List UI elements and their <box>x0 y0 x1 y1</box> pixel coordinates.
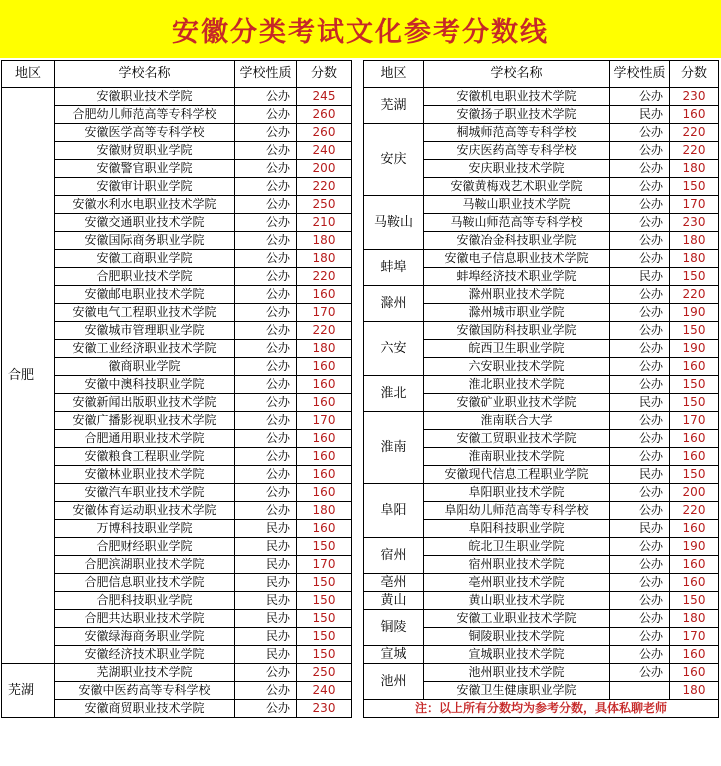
school-name-cell: 安徽工业经济职业技术学院 <box>55 340 235 358</box>
header-score: 分数 <box>297 61 352 88</box>
region-cell: 黄山 <box>364 592 424 610</box>
school-name-cell: 阜阳科技职业学院 <box>424 520 610 538</box>
school-name-cell: 安徽工商职业学院 <box>55 250 235 268</box>
school-name-cell: 安徽现代信息工程职业学院 <box>424 466 610 484</box>
page-title: 安徽分类考试文化参考分数线 <box>172 16 549 48</box>
score-cell: 240 <box>297 682 352 700</box>
school-name-cell: 安徽医学高等专科学校 <box>55 124 235 142</box>
table-row <box>2 502 352 520</box>
school-type-cell: 民办 <box>610 520 670 538</box>
school-name-cell: 安庆医药高等专科学校 <box>424 142 610 160</box>
region-cell: 芜湖 <box>2 664 55 718</box>
score-cell: 150 <box>670 376 719 394</box>
school-name-cell: 桐城师范高等专科学校 <box>424 124 610 142</box>
region-cell: 宿州 <box>364 538 424 574</box>
score-cell: 150 <box>297 646 352 664</box>
score-cell: 190 <box>670 538 719 556</box>
score-cell: 160 <box>297 394 352 412</box>
school-name-cell: 阜阳职业技术学院 <box>424 484 610 502</box>
region-cell: 亳州 <box>364 574 424 592</box>
school-type-cell: 公办 <box>610 250 670 268</box>
school-name-cell: 安徽粮食工程职业学院 <box>55 448 235 466</box>
school-name-cell: 淮南联合大学 <box>424 412 610 430</box>
score-table-left <box>1 60 352 718</box>
table-header-row <box>364 61 719 88</box>
school-type-cell: 公办 <box>235 484 297 502</box>
region-cell: 马鞍山 <box>364 196 424 250</box>
score-cell: 160 <box>297 430 352 448</box>
table-row <box>2 394 352 412</box>
school-type-cell: 公办 <box>235 340 297 358</box>
school-name-cell: 万博科技职业学院 <box>55 520 235 538</box>
school-type-cell: 公办 <box>610 502 670 520</box>
title-banner <box>0 0 721 58</box>
score-cell: 170 <box>670 196 719 214</box>
table-row <box>364 610 719 628</box>
school-name-cell: 安徽中澳科技职业学院 <box>55 376 235 394</box>
table-row <box>2 448 352 466</box>
region-cell: 蚌埠 <box>364 250 424 286</box>
header-type: 学校性质 <box>610 61 670 88</box>
school-type-cell: 民办 <box>235 628 297 646</box>
score-cell: 180 <box>297 340 352 358</box>
score-cell: 220 <box>297 178 352 196</box>
score-cell: 160 <box>297 376 352 394</box>
school-type-cell: 公办 <box>235 142 297 160</box>
score-cell: 150 <box>297 592 352 610</box>
header-school: 学校名称 <box>55 61 235 88</box>
score-cell: 150 <box>297 610 352 628</box>
table-row <box>2 430 352 448</box>
school-type-cell: 公办 <box>610 142 670 160</box>
score-cell: 150 <box>670 268 719 286</box>
table-row <box>2 322 352 340</box>
score-cell: 180 <box>670 232 719 250</box>
school-type-cell: 民办 <box>235 610 297 628</box>
score-cell: 180 <box>670 160 719 178</box>
region-cell: 安庆 <box>364 124 424 196</box>
school-name-cell: 安徽财贸职业学院 <box>55 142 235 160</box>
school-name-cell: 安徽邮电职业技术学院 <box>55 286 235 304</box>
school-name-cell: 安徽职业技术学院 <box>55 88 235 106</box>
footnote: 注：以上所有分数均为参考分数，具体私聊老师 <box>364 700 719 718</box>
header-score: 分数 <box>670 61 719 88</box>
school-name-cell: 安徽商贸职业技术学院 <box>55 700 235 718</box>
school-type-cell: 公办 <box>235 358 297 376</box>
score-cell: 170 <box>297 304 352 322</box>
school-type-cell: 公办 <box>235 250 297 268</box>
score-cell: 220 <box>297 268 352 286</box>
table-row <box>364 574 719 592</box>
score-cell: 180 <box>297 502 352 520</box>
score-cell: 150 <box>297 538 352 556</box>
table-row <box>2 700 352 718</box>
school-type-cell: 公办 <box>610 574 670 592</box>
table-row <box>2 124 352 142</box>
score-cell: 160 <box>670 448 719 466</box>
table-row <box>2 484 352 502</box>
school-type-cell: 公办 <box>235 430 297 448</box>
school-name-cell: 合肥信息职业技术学院 <box>55 574 235 592</box>
school-name-cell: 合肥幼儿师范高等专科学校 <box>55 106 235 124</box>
school-type-cell: 公办 <box>610 664 670 682</box>
school-type-cell: 公办 <box>235 412 297 430</box>
score-cell: 230 <box>670 88 719 106</box>
table-row <box>2 106 352 124</box>
region-cell: 滁州 <box>364 286 424 322</box>
school-name-cell: 马鞍山职业技术学院 <box>424 196 610 214</box>
school-type-cell: 公办 <box>610 592 670 610</box>
school-name-cell: 合肥共达职业技术学院 <box>55 610 235 628</box>
school-type-cell: 公办 <box>235 502 297 520</box>
score-cell: 190 <box>670 304 719 322</box>
table-row <box>364 196 719 214</box>
school-name-cell: 安徽经济技术职业学院 <box>55 646 235 664</box>
table-row <box>2 610 352 628</box>
note-row <box>364 700 719 718</box>
school-type-cell: 公办 <box>235 106 297 124</box>
school-name-cell: 黄山职业技术学院 <box>424 592 610 610</box>
table-row <box>2 628 352 646</box>
table-row <box>2 340 352 358</box>
school-type-cell: 民办 <box>610 268 670 286</box>
school-name-cell: 合肥滨湖职业技术学院 <box>55 556 235 574</box>
header-region: 地区 <box>2 61 55 88</box>
school-type-cell: 公办 <box>610 214 670 232</box>
school-type-cell: 公办 <box>610 484 670 502</box>
school-type-cell: 民办 <box>610 394 670 412</box>
school-type-cell: 公办 <box>610 160 670 178</box>
school-type-cell: 民办 <box>610 466 670 484</box>
school-name-cell: 合肥财经职业学院 <box>55 538 235 556</box>
school-name-cell: 安徽工贸职业技术学院 <box>424 430 610 448</box>
region-cell: 淮北 <box>364 376 424 412</box>
school-name-cell: 安徽水利水电职业技术学院 <box>55 196 235 214</box>
table-row <box>364 124 719 142</box>
score-cell: 180 <box>670 610 719 628</box>
school-name-cell: 安徽新闻出版职业技术学院 <box>55 394 235 412</box>
score-cell: 160 <box>670 358 719 376</box>
school-name-cell: 宿州职业技术学院 <box>424 556 610 574</box>
school-type-cell: 公办 <box>610 430 670 448</box>
score-cell: 160 <box>670 520 719 538</box>
school-name-cell: 安徽审计职业学院 <box>55 178 235 196</box>
score-cell: 200 <box>297 160 352 178</box>
table-row <box>364 322 719 340</box>
header-school: 学校名称 <box>424 61 610 88</box>
school-name-cell: 六安职业技术学院 <box>424 358 610 376</box>
table-row <box>2 232 352 250</box>
score-cell: 150 <box>297 628 352 646</box>
table-row <box>2 664 352 682</box>
school-name-cell: 合肥职业技术学院 <box>55 268 235 286</box>
school-name-cell: 安徽国际商务职业学院 <box>55 232 235 250</box>
score-cell: 160 <box>297 520 352 538</box>
school-name-cell: 安徽警官职业学院 <box>55 160 235 178</box>
score-cell: 150 <box>670 322 719 340</box>
score-cell: 180 <box>670 682 719 700</box>
school-type-cell: 公办 <box>235 322 297 340</box>
score-cell: 250 <box>297 664 352 682</box>
school-type-cell: 公办 <box>235 304 297 322</box>
table-row <box>2 574 352 592</box>
school-name-cell: 芜湖职业技术学院 <box>55 664 235 682</box>
table-row <box>364 538 719 556</box>
school-type-cell: 民办 <box>235 646 297 664</box>
school-type-cell: 公办 <box>235 700 297 718</box>
school-type-cell: 公办 <box>235 268 297 286</box>
school-type-cell: 公办 <box>235 196 297 214</box>
school-type-cell: 公办 <box>235 232 297 250</box>
school-name-cell: 宣城职业技术学院 <box>424 646 610 664</box>
table-row <box>2 466 352 484</box>
table-row <box>364 664 719 682</box>
table-row <box>364 250 719 268</box>
region-cell: 合肥 <box>2 88 55 664</box>
school-type-cell: 公办 <box>610 340 670 358</box>
school-type-cell: 公办 <box>235 466 297 484</box>
score-cell: 160 <box>670 556 719 574</box>
school-name-cell: 池州职业技术学院 <box>424 664 610 682</box>
school-name-cell: 徽商职业学院 <box>55 358 235 376</box>
school-name-cell: 安徽电子信息职业技术学院 <box>424 250 610 268</box>
school-name-cell: 安徽林业职业技术学院 <box>55 466 235 484</box>
school-name-cell: 安徽国防科技职业学院 <box>424 322 610 340</box>
school-name-cell: 安徽体育运动职业技术学院 <box>55 502 235 520</box>
school-name-cell: 合肥通用职业技术学院 <box>55 430 235 448</box>
school-type-cell: 公办 <box>610 376 670 394</box>
region-cell: 铜陵 <box>364 610 424 646</box>
table-row <box>364 484 719 502</box>
school-name-cell: 安庆职业技术学院 <box>424 160 610 178</box>
school-type-cell: 公办 <box>235 178 297 196</box>
score-cell: 170 <box>670 412 719 430</box>
header-region: 地区 <box>364 61 424 88</box>
table-row <box>2 592 352 610</box>
school-type-cell: 公办 <box>610 646 670 664</box>
table-row <box>2 178 352 196</box>
score-cell: 180 <box>297 250 352 268</box>
score-cell: 240 <box>297 142 352 160</box>
table-row <box>2 646 352 664</box>
school-type-cell: 公办 <box>610 358 670 376</box>
score-cell: 210 <box>297 214 352 232</box>
score-cell: 170 <box>297 412 352 430</box>
table-row <box>2 412 352 430</box>
score-cell: 245 <box>297 88 352 106</box>
school-type-cell: 公办 <box>235 664 297 682</box>
score-cell: 170 <box>670 628 719 646</box>
score-cell: 160 <box>297 484 352 502</box>
school-type-cell: 民办 <box>235 538 297 556</box>
school-type-cell: 公办 <box>235 88 297 106</box>
score-cell: 160 <box>670 664 719 682</box>
school-type-cell: 公办 <box>610 628 670 646</box>
school-name-cell: 马鞍山师范高等专科学校 <box>424 214 610 232</box>
school-name-cell: 安徽黄梅戏艺术职业学院 <box>424 178 610 196</box>
score-cell: 180 <box>670 250 719 268</box>
score-cell: 220 <box>670 502 719 520</box>
score-cell: 160 <box>297 358 352 376</box>
school-name-cell: 安徽机电职业技术学院 <box>424 88 610 106</box>
school-name-cell: 安徽工业职业技术学院 <box>424 610 610 628</box>
score-table-right <box>363 60 719 718</box>
school-type-cell: 公办 <box>235 124 297 142</box>
school-type-cell: 公办 <box>235 394 297 412</box>
school-type-cell: 公办 <box>610 196 670 214</box>
score-cell: 190 <box>670 340 719 358</box>
school-type-cell: 公办 <box>610 88 670 106</box>
school-name-cell: 阜阳幼儿师范高等专科学校 <box>424 502 610 520</box>
score-cell: 260 <box>297 106 352 124</box>
school-type-cell: 公办 <box>235 160 297 178</box>
score-cell: 220 <box>670 142 719 160</box>
school-name-cell: 皖北卫生职业学院 <box>424 538 610 556</box>
table-row <box>2 556 352 574</box>
table-row <box>2 88 352 106</box>
score-cell: 160 <box>670 574 719 592</box>
school-name-cell: 亳州职业技术学院 <box>424 574 610 592</box>
school-type-cell: 民办 <box>235 574 297 592</box>
school-type-cell: 公办 <box>235 448 297 466</box>
table-row <box>364 646 719 664</box>
score-cell: 220 <box>670 286 719 304</box>
table-row <box>2 304 352 322</box>
score-cell: 260 <box>297 124 352 142</box>
score-cell: 250 <box>297 196 352 214</box>
score-cell: 220 <box>670 124 719 142</box>
school-type-cell: 公办 <box>610 124 670 142</box>
score-cell: 160 <box>670 646 719 664</box>
school-name-cell: 滁州城市职业学院 <box>424 304 610 322</box>
score-cell: 220 <box>297 322 352 340</box>
score-cell: 230 <box>297 700 352 718</box>
table-row <box>364 592 719 610</box>
school-name-cell: 铜陵职业技术学院 <box>424 628 610 646</box>
table-row <box>2 142 352 160</box>
school-type-cell: 公办 <box>610 448 670 466</box>
score-cell: 200 <box>670 484 719 502</box>
school-type-cell: 公办 <box>610 178 670 196</box>
school-name-cell: 安徽汽车职业技术学院 <box>55 484 235 502</box>
school-name-cell: 安徽城市管理职业学院 <box>55 322 235 340</box>
region-cell: 六安 <box>364 322 424 376</box>
score-cell: 160 <box>297 286 352 304</box>
table-row <box>2 196 352 214</box>
school-type-cell: 公办 <box>610 538 670 556</box>
table-row <box>364 412 719 430</box>
table-row <box>2 358 352 376</box>
header-type: 学校性质 <box>235 61 297 88</box>
school-name-cell: 安徽电气工程职业技术学院 <box>55 304 235 322</box>
score-cell: 160 <box>670 430 719 448</box>
table-row <box>2 214 352 232</box>
school-name-cell: 蚌埠经济技术职业学院 <box>424 268 610 286</box>
school-name-cell: 安徽中医药高等专科学校 <box>55 682 235 700</box>
school-type-cell: 公办 <box>235 376 297 394</box>
school-name-cell: 安徽交通职业技术学院 <box>55 214 235 232</box>
region-cell: 芜湖 <box>364 88 424 124</box>
school-name-cell: 安徽冶金科技职业学院 <box>424 232 610 250</box>
school-type-cell: 公办 <box>610 610 670 628</box>
score-cell: 150 <box>297 574 352 592</box>
school-name-cell: 安徽扬子职业技术学院 <box>424 106 610 124</box>
school-type-cell: 公办 <box>235 214 297 232</box>
table-row <box>2 250 352 268</box>
school-type-cell: 公办 <box>235 682 297 700</box>
table-header-row <box>2 61 352 88</box>
school-name-cell: 淮北职业技术学院 <box>424 376 610 394</box>
score-cell: 160 <box>670 106 719 124</box>
table-row <box>2 160 352 178</box>
school-name-cell: 安徽绿海商务职业学院 <box>55 628 235 646</box>
region-cell: 淮南 <box>364 412 424 484</box>
table-row <box>2 268 352 286</box>
table-row <box>364 88 719 106</box>
school-type-cell: 民办 <box>235 520 297 538</box>
school-type-cell: 公办 <box>235 286 297 304</box>
school-name-cell: 皖西卫生职业学院 <box>424 340 610 358</box>
score-cell: 230 <box>670 214 719 232</box>
school-type-cell: 公办 <box>610 286 670 304</box>
school-name-cell: 安徽卫生健康职业学院 <box>424 682 610 700</box>
table-row <box>364 286 719 304</box>
score-cell: 150 <box>670 178 719 196</box>
school-type-cell: 公办 <box>610 412 670 430</box>
school-type-cell <box>610 682 670 700</box>
region-cell: 阜阳 <box>364 484 424 538</box>
score-cell: 150 <box>670 592 719 610</box>
school-type-cell: 民办 <box>610 106 670 124</box>
score-cell: 160 <box>297 466 352 484</box>
score-cell: 150 <box>670 466 719 484</box>
score-cell: 180 <box>297 232 352 250</box>
school-name-cell: 安徽广播影视职业技术学院 <box>55 412 235 430</box>
school-type-cell: 民办 <box>235 556 297 574</box>
table-row <box>2 376 352 394</box>
school-type-cell: 公办 <box>610 556 670 574</box>
table-row <box>2 286 352 304</box>
table-row <box>364 376 719 394</box>
school-name-cell: 合肥科技职业学院 <box>55 592 235 610</box>
school-type-cell: 公办 <box>610 304 670 322</box>
table-row <box>2 520 352 538</box>
table-row <box>2 538 352 556</box>
score-cell: 170 <box>297 556 352 574</box>
school-type-cell: 民办 <box>235 592 297 610</box>
school-name-cell: 淮南职业技术学院 <box>424 448 610 466</box>
school-name-cell: 安徽矿业职业技术学院 <box>424 394 610 412</box>
school-name-cell: 滁州职业技术学院 <box>424 286 610 304</box>
school-type-cell: 公办 <box>610 232 670 250</box>
score-cell: 160 <box>297 448 352 466</box>
region-cell: 宣城 <box>364 646 424 664</box>
school-type-cell: 公办 <box>610 322 670 340</box>
table-row <box>2 682 352 700</box>
region-cell: 池州 <box>364 664 424 700</box>
score-cell: 150 <box>670 394 719 412</box>
